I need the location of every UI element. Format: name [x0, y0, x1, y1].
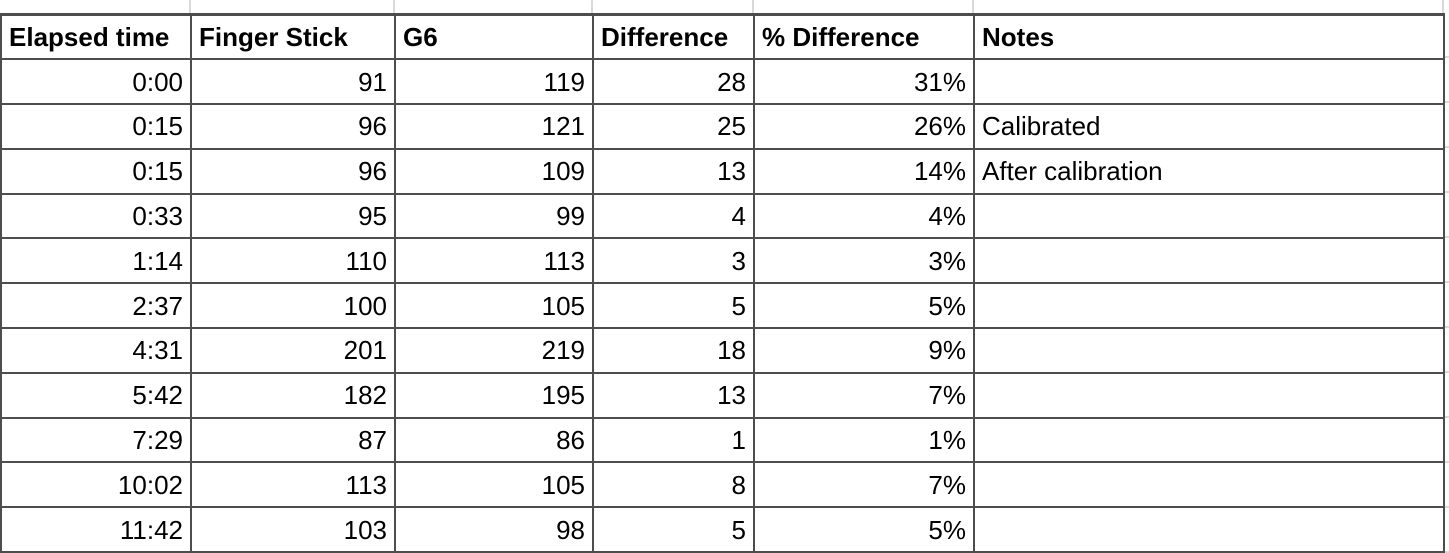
- cell-finger-stick[interactable]: 182: [191, 373, 395, 418]
- cell-g6[interactable]: 113: [395, 238, 593, 283]
- header-elapsed-time[interactable]: Elapsed time: [1, 15, 191, 60]
- column-gridline: [972, 0, 974, 13]
- cell-g6[interactable]: 99: [395, 194, 593, 239]
- table-row: [1, 507, 1444, 552]
- cell-difference[interactable]: 1: [593, 418, 754, 463]
- cell-g6[interactable]: 109: [395, 149, 593, 194]
- table-row: [1, 462, 1444, 507]
- header-row: [1, 15, 1444, 60]
- cell-elapsed-time[interactable]: 10:02: [1, 462, 191, 507]
- cell-elapsed-time[interactable]: 0:15: [1, 149, 191, 194]
- cell-finger-stick[interactable]: 95: [191, 194, 395, 239]
- cell-g6[interactable]: 219: [395, 328, 593, 373]
- cell-difference[interactable]: 28: [593, 59, 754, 104]
- cell-finger-stick[interactable]: 100: [191, 283, 395, 328]
- column-gridline: [591, 0, 593, 13]
- cell-finger-stick[interactable]: 201: [191, 328, 395, 373]
- column-gridline: [393, 0, 395, 13]
- cell-notes[interactable]: [974, 59, 1444, 104]
- cell-notes[interactable]: [974, 462, 1444, 507]
- row-gridline-stubs: [1445, 56, 1449, 553]
- cell-pct-difference[interactable]: 7%: [754, 462, 974, 507]
- cell-notes[interactable]: [974, 238, 1444, 283]
- cell-pct-difference[interactable]: 26%: [754, 104, 974, 149]
- cell-pct-difference[interactable]: 7%: [754, 373, 974, 418]
- table-row: [1, 283, 1444, 328]
- cell-pct-difference[interactable]: 5%: [754, 507, 974, 552]
- cell-pct-difference[interactable]: 1%: [754, 418, 974, 463]
- cell-difference[interactable]: 18: [593, 328, 754, 373]
- cell-notes[interactable]: [974, 328, 1444, 373]
- cell-finger-stick[interactable]: 96: [191, 104, 395, 149]
- cell-g6[interactable]: 121: [395, 104, 593, 149]
- table-row: [1, 238, 1444, 283]
- cell-difference[interactable]: 13: [593, 149, 754, 194]
- cell-g6[interactable]: 119: [395, 59, 593, 104]
- cell-finger-stick[interactable]: 113: [191, 462, 395, 507]
- cell-difference[interactable]: 4: [593, 194, 754, 239]
- cell-elapsed-time[interactable]: 0:33: [1, 194, 191, 239]
- cell-elapsed-time[interactable]: 0:15: [1, 104, 191, 149]
- cell-elapsed-time[interactable]: 4:31: [1, 328, 191, 373]
- cell-pct-difference[interactable]: 14%: [754, 149, 974, 194]
- cell-g6[interactable]: 86: [395, 418, 593, 463]
- cell-pct-difference[interactable]: 3%: [754, 238, 974, 283]
- cell-elapsed-time[interactable]: 0:00: [1, 59, 191, 104]
- column-gridline: [752, 0, 754, 13]
- header-g6[interactable]: G6: [395, 15, 593, 60]
- header-pct-difference[interactable]: % Difference: [754, 15, 974, 60]
- cell-difference[interactable]: 13: [593, 373, 754, 418]
- column-gridline: [1442, 0, 1444, 13]
- cell-pct-difference[interactable]: 31%: [754, 59, 974, 104]
- cell-notes[interactable]: [974, 507, 1444, 552]
- table-row: [1, 104, 1444, 149]
- cell-finger-stick[interactable]: 110: [191, 238, 395, 283]
- cell-finger-stick[interactable]: 87: [191, 418, 395, 463]
- cell-elapsed-time[interactable]: 2:37: [1, 283, 191, 328]
- cell-notes[interactable]: [974, 373, 1444, 418]
- cell-difference[interactable]: 5: [593, 507, 754, 552]
- cell-finger-stick[interactable]: 96: [191, 149, 395, 194]
- cell-difference[interactable]: 3: [593, 238, 754, 283]
- cell-g6[interactable]: 105: [395, 283, 593, 328]
- cell-elapsed-time[interactable]: 1:14: [1, 238, 191, 283]
- cell-pct-difference[interactable]: 9%: [754, 328, 974, 373]
- cell-notes[interactable]: [974, 194, 1444, 239]
- table-row: [1, 59, 1444, 104]
- cell-g6[interactable]: 195: [395, 373, 593, 418]
- table-row: [1, 418, 1444, 463]
- cell-g6[interactable]: 105: [395, 462, 593, 507]
- cell-elapsed-time[interactable]: 7:29: [1, 418, 191, 463]
- cell-pct-difference[interactable]: 4%: [754, 194, 974, 239]
- cell-notes[interactable]: Calibrated: [974, 104, 1444, 149]
- cell-notes[interactable]: [974, 418, 1444, 463]
- cell-g6[interactable]: 98: [395, 507, 593, 552]
- cell-finger-stick[interactable]: 91: [191, 59, 395, 104]
- cell-difference[interactable]: 25: [593, 104, 754, 149]
- table-row: [1, 194, 1444, 239]
- cell-difference[interactable]: 8: [593, 462, 754, 507]
- column-gridline: [189, 0, 191, 13]
- header-difference[interactable]: Difference: [593, 15, 754, 60]
- header-notes[interactable]: Notes: [974, 15, 1444, 60]
- table-row: [1, 149, 1444, 194]
- glucose-comparison-table: [0, 13, 1445, 553]
- table-row: [1, 328, 1444, 373]
- cell-finger-stick[interactable]: 103: [191, 507, 395, 552]
- cell-notes[interactable]: [974, 283, 1444, 328]
- cell-elapsed-time[interactable]: 11:42: [1, 507, 191, 552]
- cell-pct-difference[interactable]: 5%: [754, 283, 974, 328]
- cell-elapsed-time[interactable]: 5:42: [1, 373, 191, 418]
- header-finger-stick[interactable]: Finger Stick: [191, 15, 395, 60]
- partial-row-above: [0, 0, 1449, 13]
- table-row: [1, 373, 1444, 418]
- cell-difference[interactable]: 5: [593, 283, 754, 328]
- cell-notes[interactable]: After calibration: [974, 149, 1444, 194]
